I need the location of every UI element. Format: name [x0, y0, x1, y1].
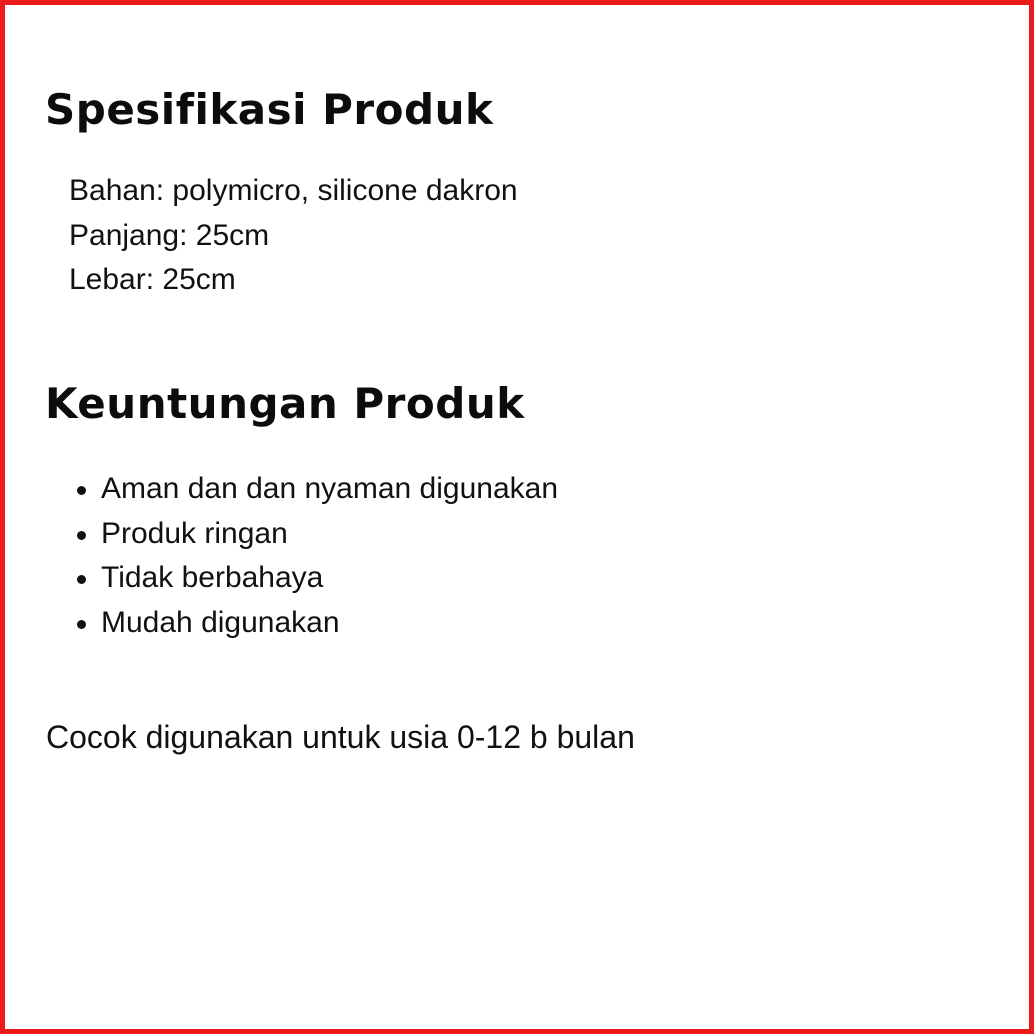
bullet-icon	[77, 620, 86, 629]
bullet-icon	[77, 575, 86, 584]
bullet-icon	[77, 486, 86, 495]
spec-width: Lebar: 25cm	[69, 263, 236, 296]
benefit-text: Produk ringan	[101, 516, 288, 550]
benefit-item	[73, 512, 558, 557]
benefit-text: Mudah digunakan	[101, 605, 340, 639]
benefits-heading: Keuntungan Produk	[45, 379, 525, 428]
benefit-item	[73, 467, 558, 512]
benefit-text: Aman dan dan nyaman digunakan	[101, 472, 559, 505]
benefit-text: Tidak berbahaya	[101, 561, 324, 594]
benefit-item	[73, 556, 558, 601]
bullet-icon	[77, 531, 86, 540]
benefits-list	[73, 467, 558, 645]
spec-length: Panjang: 25cm	[69, 218, 270, 252]
age-recommendation: Cocok digunakan untuk usia 0-12 b bulan	[46, 719, 635, 755]
spec-material: Bahan: polymicro, silicone dakron	[69, 174, 518, 207]
specifications-list	[69, 169, 518, 303]
benefit-item	[73, 601, 558, 646]
specifications-heading: Spesifikasi Produk	[45, 85, 494, 134]
